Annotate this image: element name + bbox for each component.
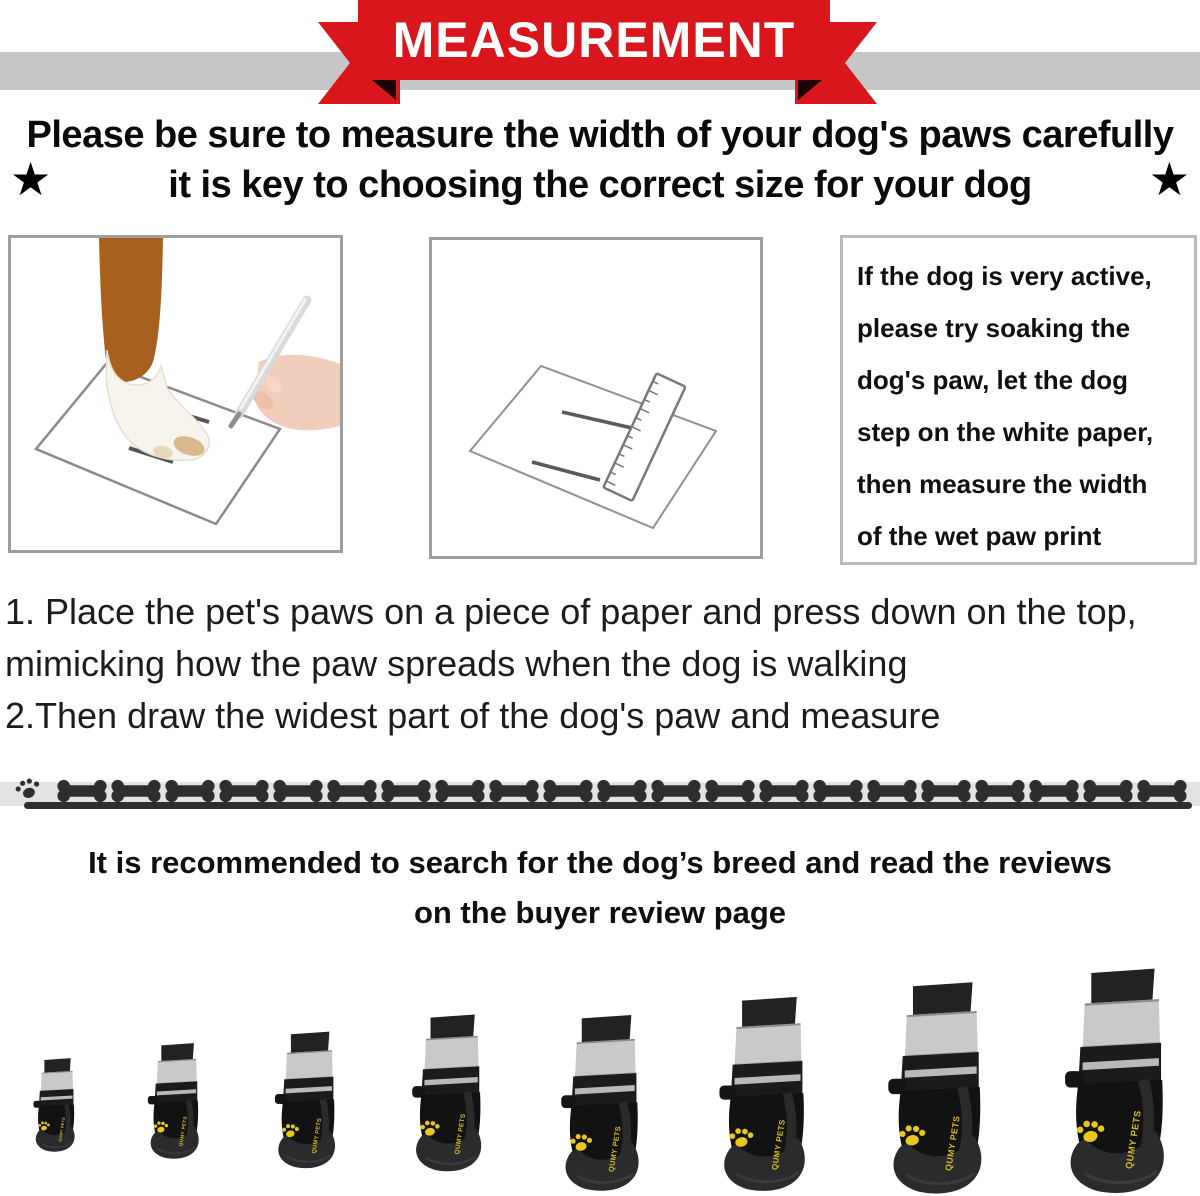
dog-boot-size-5 [551,1013,645,1193]
step1-line2: mimicking how the paw spreads when the dog is walking [5,643,908,684]
measurement-banner [0,0,1200,115]
paw-tracing-photo-box [8,235,343,553]
dog-boot-size-4 [403,1013,487,1173]
dog-boot-size-3 [267,1030,340,1170]
dog-boot-size-6 [708,995,812,1193]
note-line: then measure the width [857,469,1148,499]
banner-title: MEASUREMENT [392,12,796,68]
measuring-steps [5,586,1195,742]
star-icon-right: ★ [1148,153,1190,205]
dog-boot-size-7 [876,980,989,1196]
bone-divider [0,768,1200,818]
bone-divider-graphic [0,768,1200,818]
star-icon-left: ★ [10,153,52,205]
paw-tracing-illustration [11,238,340,550]
recommendation-line1: It is recommended to search for the dog’s breed and read the reviews [88,845,1112,880]
dog-boot-size-8 [1052,966,1172,1196]
recommendation [0,838,1200,938]
ruler-measure-box [429,237,763,559]
divider-baseline [24,802,1192,809]
note-line: please try soaking the [857,313,1131,343]
dog-boot-size-2 [141,1042,203,1160]
boots-row [0,956,1200,1196]
ribbon-banner-graphic [0,0,1200,115]
step2: 2.Then draw the widest part of the dog's paw and measure [5,695,941,736]
active-dog-note-box [840,235,1197,565]
headline-line1: Please be sure to measure the width of your dog's paws carefully [26,114,1174,156]
recommendation-line2: on the buyer review page [413,895,787,930]
note-line: step on the white paper, [857,417,1154,447]
headline [0,110,1200,210]
note-line: of the wet paw print [857,521,1102,551]
headline-line2: it is key to choosing the correct size for your dog [168,164,1032,206]
step1-line1: 1. Place the pet's paws on a piece of paper and press down on the top, [5,591,1137,632]
note-line: dog's paw, let the dog [857,365,1128,395]
ruler-illustration [432,240,760,556]
dog-boot-size-1 [28,1057,78,1153]
note-line: If the dog is very active, [857,261,1152,291]
